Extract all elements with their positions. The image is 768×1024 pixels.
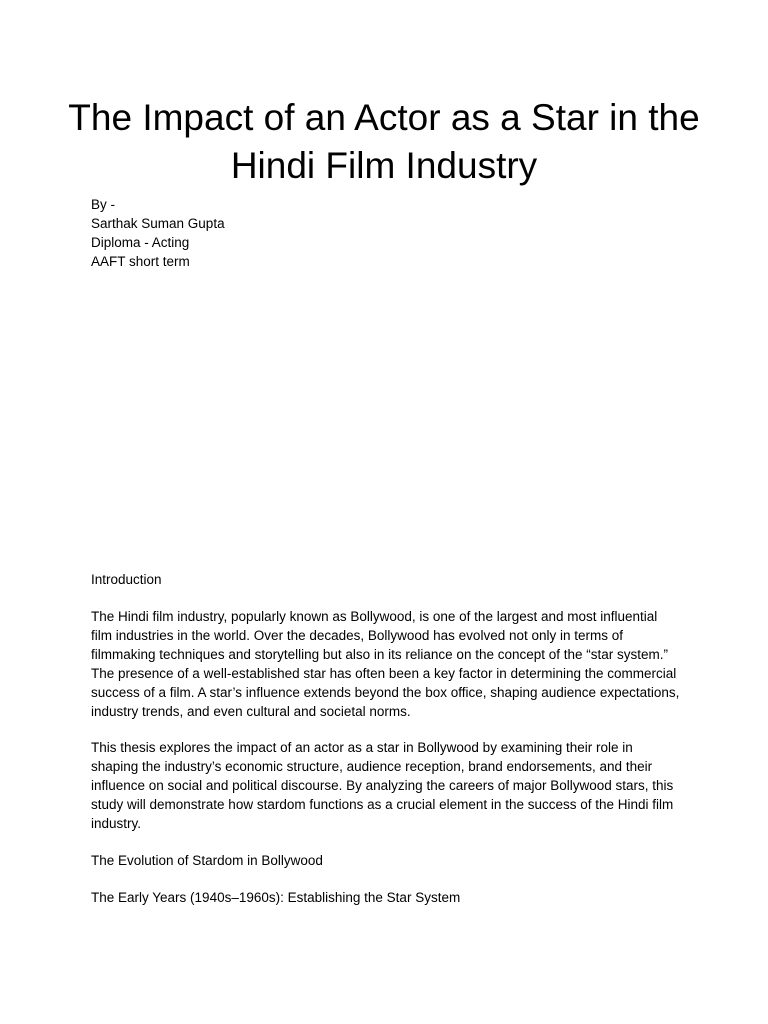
introduction-paragraph-1: The Hindi film industry, popularly known as Bollywood, is one of the largest and most influential film industries in the world. Over the decades, Bollywood has evolved not only in terms of filmmaking techniques and storytelling but also in its reliance on the concept of the “star system.” The presence of a well-established star has often been a key factor in determining the commercial success of a film. A star’s influence extends beyond the box office, shaping audience expectations, industry trends, and even cultural and societal norms.	[91, 609, 680, 719]
author-byline	[91, 195, 691, 271]
author-name: Sarthak Suman Gupta	[91, 216, 225, 231]
byline-label: By -	[91, 197, 116, 212]
section-heading-introduction: Introduction	[91, 572, 162, 587]
author-institution: AAFT short term	[91, 254, 190, 269]
document-title: The Impact of an Actor as a Star in the Hindi Film Industry	[68, 97, 700, 186]
subsection-heading-early-years: The Early Years (1940s–1960s): Establishing the Star System	[91, 890, 461, 905]
author-program: Diploma - Acting	[91, 235, 190, 250]
section-heading-evolution: The Evolution of Stardom in Bollywood	[91, 853, 323, 868]
introduction-paragraph-2: This thesis explores the impact of an actor as a star in Bollywood by examining their role in shaping the industry’s economic structure, audience reception, brand endorsements, and their influence on social and political discourse. By analyzing the careers of major Bollywood stars, this study will demonstrate how stardom functions as a crucial element in the success of the Hindi film industry.	[91, 740, 674, 831]
